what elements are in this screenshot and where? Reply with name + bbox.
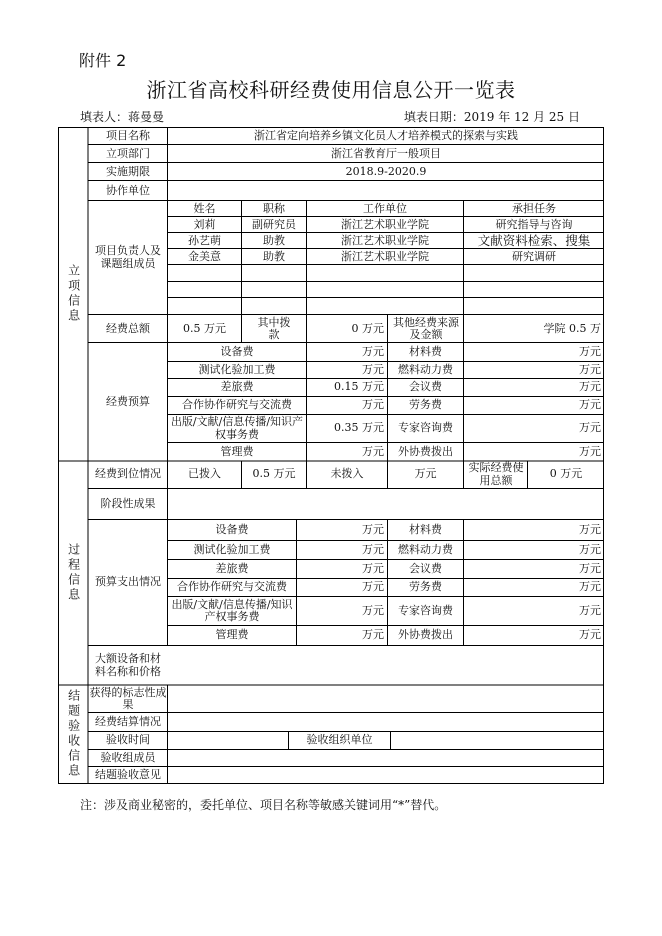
budget-item-value: 万元 — [362, 362, 384, 376]
spend-item-value: 万元 — [579, 580, 601, 594]
section-project-info: 立项信息 — [66, 264, 81, 324]
pending-label: 未拨入 — [330, 467, 364, 481]
budget-item-label: 材料费 — [409, 344, 442, 358]
spend-item-label: 材料费 — [409, 522, 442, 536]
spend-item-label: 出版/文献/信息传播/知识产权事务费 — [171, 597, 293, 623]
spend-item-value: 万元 — [362, 542, 384, 556]
table-row: 金美意 — [188, 249, 221, 263]
table-row: 浙江艺术职业学院 — [341, 249, 429, 263]
budget-item-value: 万元 — [579, 344, 601, 358]
members-header-name: 姓名 — [193, 201, 216, 215]
table-row: 文献资料检索、搜集 — [477, 233, 591, 249]
budget-item-label: 合作协作研究与交流费 — [182, 398, 292, 412]
coop-unit-label: 协作单位 — [106, 183, 150, 197]
used-total-label: 实际经费使用总额 — [468, 461, 524, 487]
spend-item-value: 万元 — [579, 542, 601, 556]
members-header-unit: 工作单位 — [363, 201, 407, 215]
project-name: 浙江省定向培养乡镇文化员人才培养模式的探索与实践 — [254, 128, 518, 142]
filler-name: 填表人：蒋曼曼 — [80, 110, 165, 124]
budget-item-value: 万元 — [362, 344, 384, 358]
table-row: 浙江艺术职业学院 — [341, 233, 429, 247]
budget-item-label: 管理费 — [220, 444, 254, 458]
table-row: 研究指导与咨询 — [495, 217, 573, 231]
page-title: 浙江省高校科研经费使用信息公开一览表 — [146, 78, 516, 102]
table-row: 研究调研 — [512, 249, 556, 263]
budget-label: 经费预算 — [106, 394, 150, 408]
table-row: 助教 — [263, 233, 285, 247]
budget-item-value: 万元 — [362, 398, 384, 412]
equipment-label: 大额设备和材料名称和价格 — [95, 652, 161, 678]
budget-item-label: 会议费 — [409, 380, 442, 394]
settlement-label: 经费结算情况 — [95, 714, 161, 728]
acceptance-time-label: 验收时间 — [106, 733, 150, 747]
pending-value: 万元 — [414, 467, 437, 481]
funding-grant-label: 其中拨款 — [257, 315, 291, 341]
budget-item-label: 外协费拨出 — [398, 444, 453, 458]
spend-item-value: 万元 — [362, 580, 384, 594]
table-row: 孙艺萌 — [188, 233, 221, 247]
fill-date: 填表日期：2019 年 12 月 25 日 — [403, 110, 580, 124]
budget-item-value: 万元 — [579, 362, 601, 376]
members-label: 项目负责人及课题组成员 — [95, 244, 161, 270]
project-name-label: 项目名称 — [106, 128, 150, 142]
spend-item-label: 劳务费 — [409, 580, 442, 594]
table-row: 浙江艺术职业学院 — [341, 217, 429, 231]
stage-result-label: 阶段性成果 — [100, 496, 156, 510]
project-period: 2018.9-2020.9 — [345, 164, 427, 178]
spend-item-value: 万元 — [362, 603, 384, 617]
budget-item-label: 设备费 — [220, 344, 254, 358]
spend-item-value: 万元 — [362, 522, 384, 536]
budget-item-label: 燃料动力费 — [398, 362, 453, 376]
spend-item-label: 会议费 — [409, 561, 442, 575]
project-period-label: 实施期限 — [106, 164, 150, 178]
project-dept-label: 立项部门 — [106, 146, 150, 160]
members-header-task: 承担任务 — [512, 201, 556, 215]
budget-item-value: 万元 — [579, 380, 601, 394]
funding-total-label: 经费总额 — [106, 321, 150, 335]
spend-item-value: 万元 — [579, 522, 601, 536]
spend-item-label: 管理费 — [215, 628, 249, 642]
footnote: 注：涉及商业秘密的，委托单位、项目名称等敏感关键词用“*”替代。 — [80, 798, 447, 812]
spend-item-label: 测试化验加工费 — [193, 542, 271, 556]
budget-item-value: 万元 — [362, 444, 384, 458]
spend-item-value: 万元 — [579, 628, 601, 642]
spend-item-value: 万元 — [579, 603, 601, 617]
funding-other-label: 其他经费来源及金额 — [393, 315, 459, 341]
project-dept: 浙江省教育厅一般项目 — [331, 146, 441, 160]
funding-other: 学院 0.5 万 — [543, 321, 601, 335]
acceptance-members-label: 验收组成员 — [100, 750, 156, 764]
budget-item-label: 差旅费 — [220, 380, 254, 394]
acceptance-org-label: 验收组织单位 — [306, 733, 373, 747]
spend-item-value: 万元 — [579, 561, 601, 575]
spend-item-value: 万元 — [362, 628, 384, 642]
funding-total: 0.5 万元 — [183, 321, 226, 335]
spend-item-label: 燃料动力费 — [398, 542, 453, 556]
budget-item-label: 出版/文献/信息传播/知识产权事务费 — [170, 415, 304, 441]
spend-item-value: 万元 — [362, 561, 384, 575]
spend-item-label: 差旅费 — [215, 561, 249, 575]
attachment-label: 附件 2 — [79, 51, 127, 70]
acceptance-opinion-label: 结题验收意见 — [95, 767, 161, 781]
table-row: 刘莉 — [193, 217, 216, 231]
funding-grant: 0 万元 — [351, 321, 384, 335]
budget-item-label: 劳务费 — [409, 398, 442, 412]
budget-item-value: 0.35 万元 — [334, 421, 384, 435]
budget-item-value: 万元 — [579, 421, 601, 435]
spend-item-label: 专家咨询费 — [398, 603, 453, 617]
used-total-value: 0 万元 — [549, 467, 583, 481]
budget-item-value: 万元 — [579, 444, 601, 458]
section-process-info: 过程信息 — [66, 543, 81, 603]
spend-label: 预算支出情况 — [95, 575, 161, 589]
achievement-label: 获得的标志性成果 — [89, 685, 167, 711]
budget-item-value: 万元 — [579, 398, 601, 412]
allocated-label: 已拨入 — [188, 467, 221, 481]
budget-item-label: 专家咨询费 — [398, 421, 453, 435]
budget-item-value: 0.15 万元 — [334, 380, 384, 394]
table-row: 助教 — [263, 249, 285, 263]
table-row: 副研究员 — [252, 217, 296, 231]
budget-item-label: 测试化验加工费 — [198, 362, 276, 376]
fund-arrival-label: 经费到位情况 — [95, 467, 161, 481]
spend-item-label: 设备费 — [215, 522, 249, 536]
allocated-value: 0.5 万元 — [252, 467, 296, 481]
spend-item-label: 外协费拨出 — [398, 628, 453, 642]
members-header-title: 职称 — [263, 201, 285, 215]
spend-item-label: 合作协作研究与交流费 — [177, 580, 287, 594]
section-closing-info: 结题验收信息 — [66, 689, 81, 779]
